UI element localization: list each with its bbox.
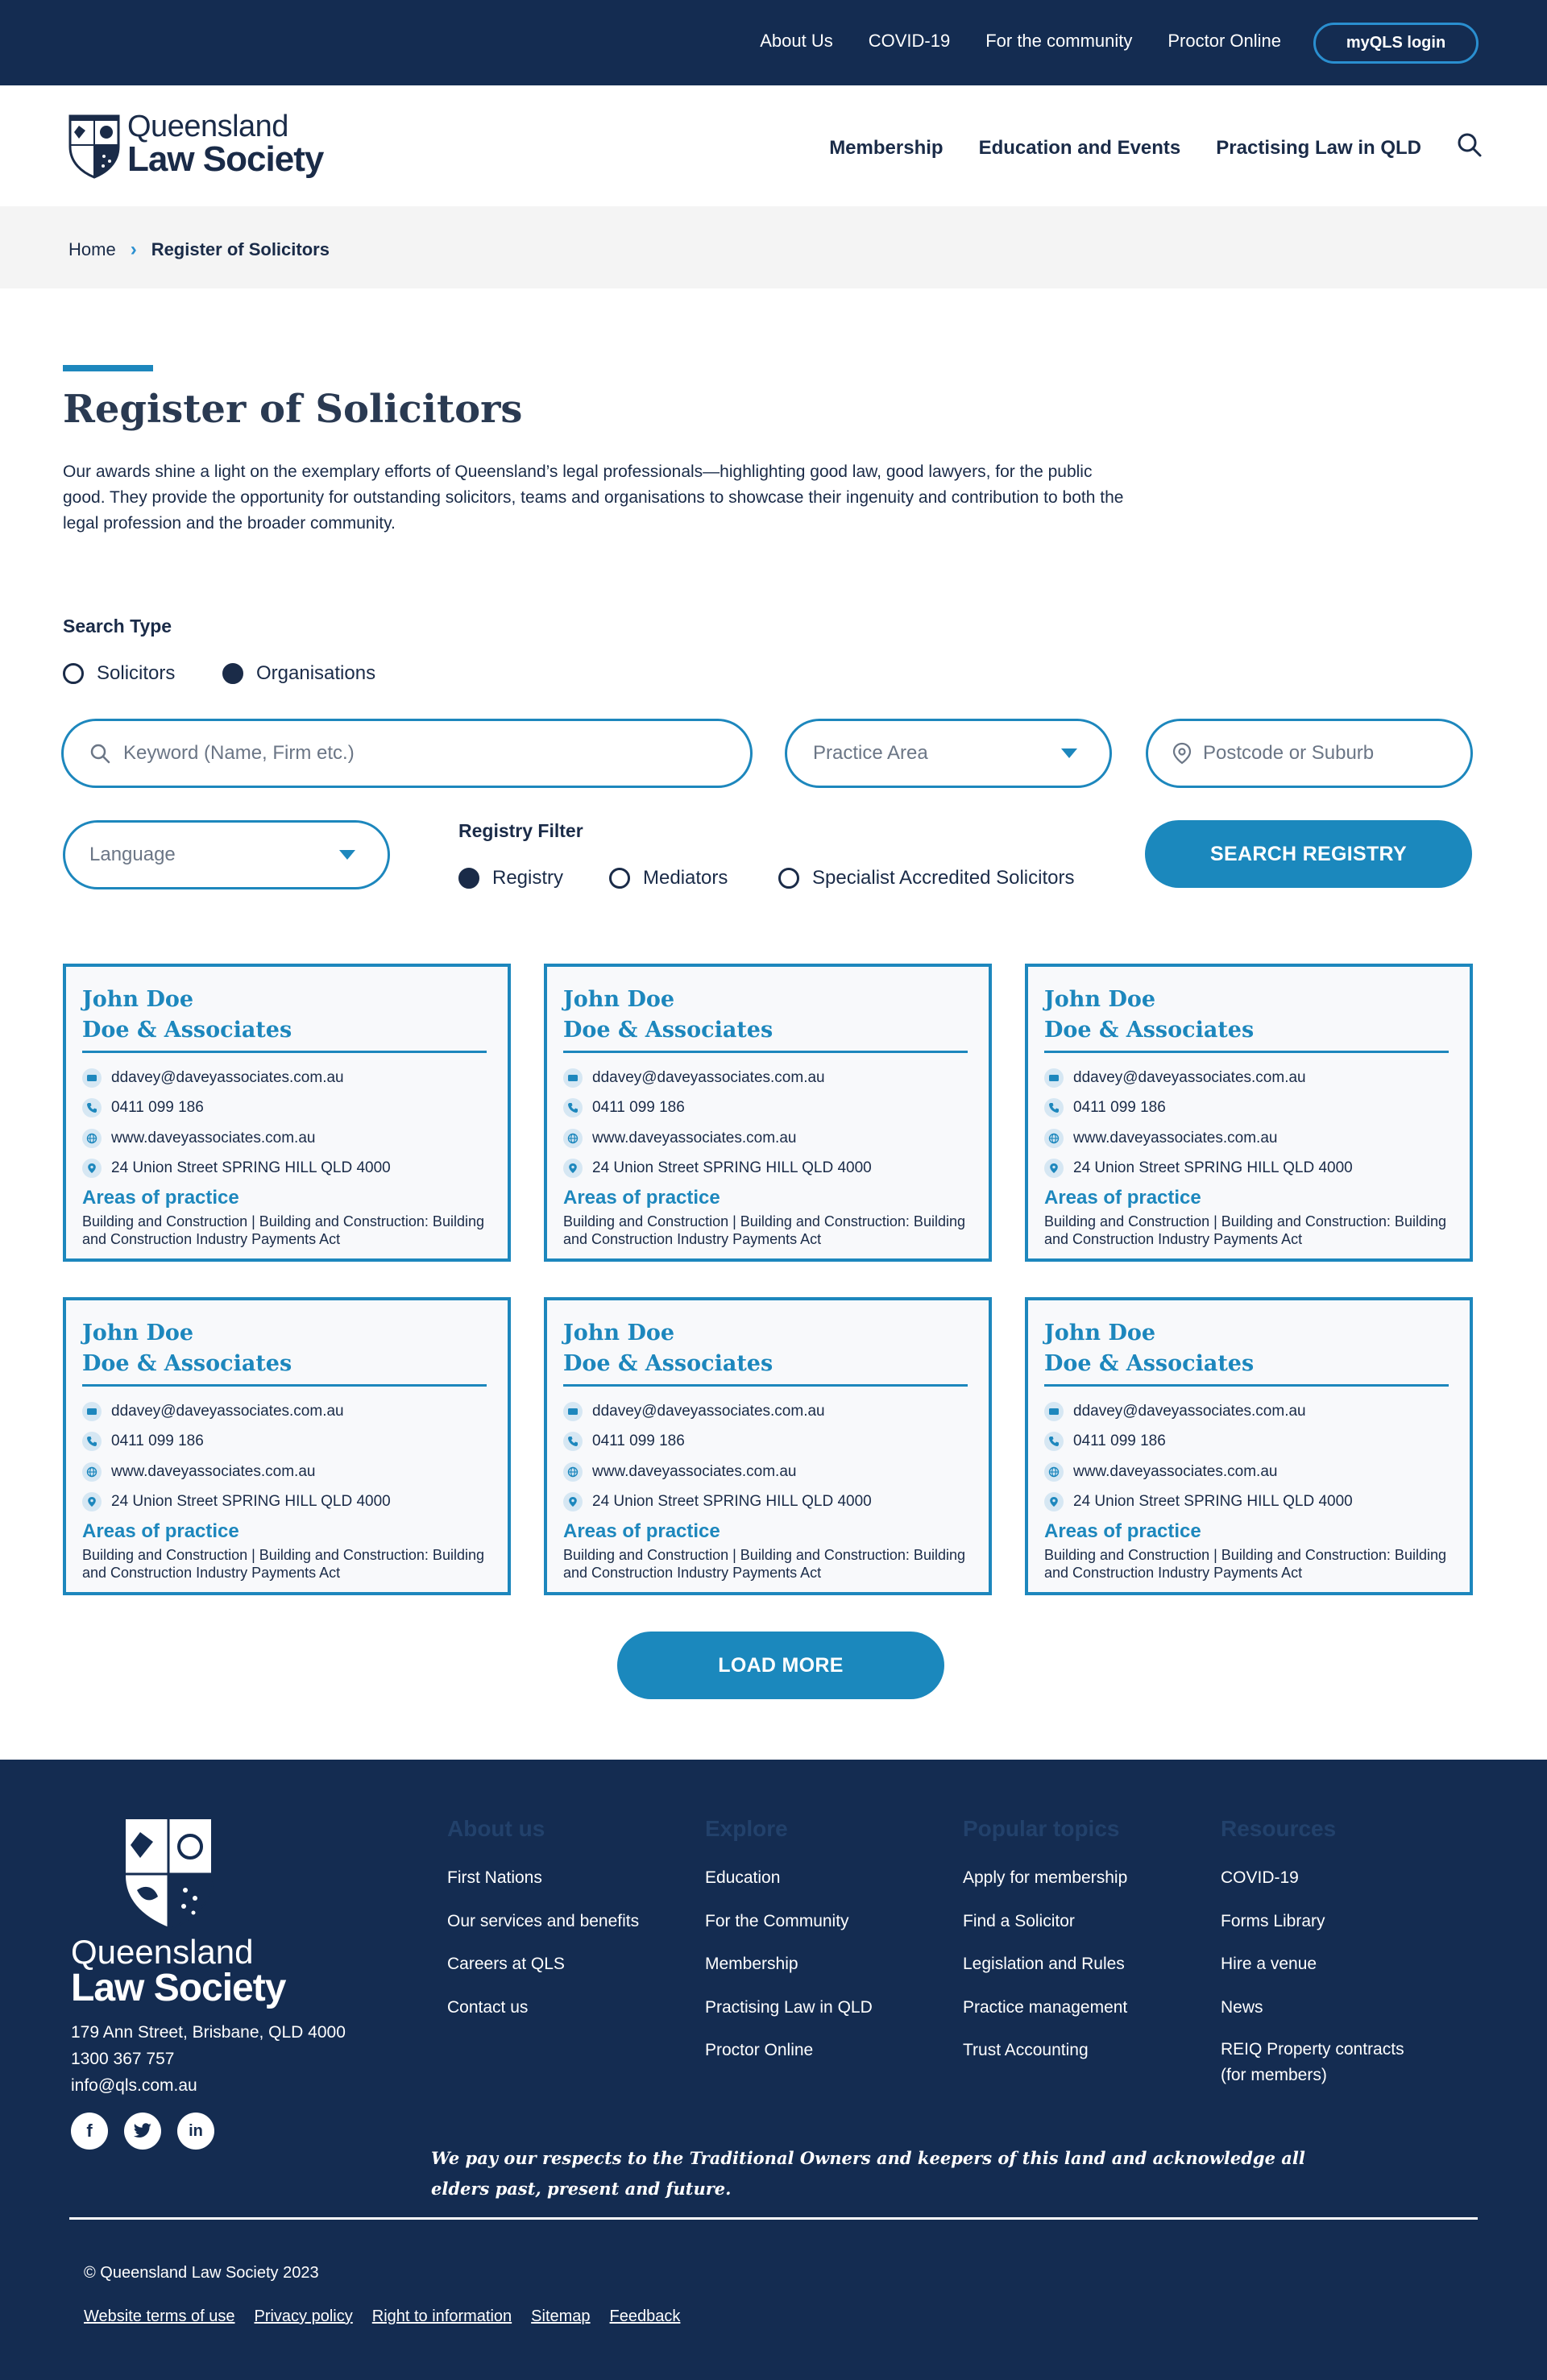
radio-label: Solicitors (97, 662, 176, 684)
globe-icon (1044, 1129, 1064, 1148)
result-website-row[interactable] (82, 1123, 508, 1154)
email-icon (563, 1068, 583, 1088)
areas-of-practice-heading: Areas of practice (82, 1187, 239, 1209)
result-card[interactable] (63, 964, 511, 1262)
location-pin-icon (1172, 742, 1192, 765)
result-name[interactable]: John Doe (563, 987, 675, 1012)
areas-of-practice: Building and Construction | Building and Construction: Building and Construction Industry Payments Act (563, 1547, 965, 1581)
result-phone-row[interactable] (563, 1093, 989, 1124)
footer-link[interactable]: Trust Accounting (963, 2041, 1089, 2059)
footer-link[interactable]: Education (705, 1868, 781, 1887)
footer-col-heading: Explore (705, 1816, 788, 1841)
footer-link[interactable]: COVID-19 (1221, 1868, 1299, 1887)
result-website[interactable]: www.daveyassociates.com.au (111, 1129, 316, 1146)
location-pin-icon (563, 1159, 583, 1178)
result-website-row[interactable] (1044, 1457, 1470, 1487)
result-phone-row[interactable] (82, 1093, 508, 1124)
footer-link[interactable]: Hire a venue (1221, 1955, 1317, 1973)
result-address: 24 Union Street SPRING HILL QLD 4000 (592, 1493, 872, 1511)
utility-links (760, 31, 1281, 52)
result-phone[interactable]: 0411 099 186 (592, 1099, 685, 1117)
result-phone-row[interactable] (1044, 1093, 1470, 1124)
result-address-row (563, 1154, 989, 1184)
postcode-placeholder: Postcode or Suburb (1203, 742, 1375, 764)
footer-link[interactable]: Legislation and Rules (963, 1955, 1125, 1973)
email-icon (1044, 1402, 1064, 1421)
result-firm[interactable]: Doe & Associates (82, 1018, 292, 1043)
result-email[interactable]: ddavey@daveyassociates.com.au (1073, 1402, 1306, 1420)
legal-link-terms[interactable]: Website terms of use (84, 2307, 235, 2325)
language-value: Language (89, 844, 176, 865)
result-email[interactable]: ddavey@daveyassociates.com.au (111, 1402, 344, 1420)
search-type-label: Search Type (63, 616, 172, 636)
footer-divider (69, 2217, 1478, 2220)
result-card[interactable] (544, 1297, 992, 1595)
result-firm[interactable]: Doe & Associates (82, 1351, 292, 1376)
areas-of-practice: Building and Construction | Building and Construction: Building and Construction Industry Payments Act (1044, 1547, 1446, 1581)
radio-indicator (63, 663, 84, 684)
result-name[interactable]: John Doe (82, 987, 194, 1012)
site-footer (0, 1760, 1547, 2380)
footer-link[interactable]: Membership (705, 1955, 798, 1973)
result-website[interactable]: www.daveyassociates.com.au (592, 1462, 797, 1480)
result-website[interactable]: www.daveyassociates.com.au (111, 1462, 316, 1480)
email-icon (82, 1068, 102, 1088)
areas-of-practice: Building and Construction | Building and Construction: Building and Construction Industry Payments Act (1044, 1213, 1446, 1247)
footer-link[interactable]: REIQ Property contracts (for members) (1221, 2040, 1404, 2084)
main-nav (829, 137, 1421, 160)
footer-col-about (447, 1816, 639, 2029)
radio-indicator-selected (458, 868, 479, 889)
footer-logo-line-2: Law Society (71, 1967, 286, 2009)
result-card[interactable] (1025, 964, 1473, 1262)
areas-of-practice-heading: Areas of practice (563, 1187, 720, 1209)
footer-col-explore (705, 1816, 873, 2072)
chevron-right-icon: › (130, 238, 137, 260)
footer-logo-wordmark (71, 1935, 285, 2008)
card-divider (1044, 1384, 1449, 1387)
footer-link[interactable]: Proctor Online (705, 2041, 814, 2059)
keyword-placeholder: Keyword (Name, Firm etc.) (123, 742, 355, 764)
footer-col-heading: Resources (1221, 1816, 1337, 1841)
phone-icon (1044, 1432, 1064, 1451)
areas-of-practice-heading: Areas of practice (563, 1520, 720, 1542)
footer-contact (71, 2019, 346, 2099)
page-title: Register of Solicitors (63, 387, 523, 432)
result-name[interactable]: John Doe (1044, 987, 1156, 1012)
registry-filter-label: Registry Filter (458, 820, 583, 841)
result-email[interactable]: ddavey@daveyassociates.com.au (111, 1068, 344, 1086)
result-address-row (1044, 1154, 1470, 1184)
result-address: 24 Union Street SPRING HILL QLD 4000 (111, 1493, 391, 1511)
logo-wordmark (127, 111, 323, 177)
footer-link[interactable]: For the Community (705, 1911, 849, 1930)
result-email-row[interactable] (563, 1063, 989, 1093)
result-website[interactable]: www.daveyassociates.com.au (1073, 1462, 1278, 1480)
card-divider (1044, 1051, 1449, 1053)
result-firm[interactable]: Doe & Associates (1044, 1351, 1255, 1376)
result-card[interactable] (544, 964, 992, 1262)
footer-email[interactable]: info@qls.com.au (71, 2076, 197, 2095)
email-icon (82, 1402, 102, 1421)
location-pin-icon (82, 1159, 102, 1178)
search-icon (89, 743, 110, 764)
result-name[interactable]: John Doe (563, 1321, 675, 1345)
footer-col-heading: Popular topics (963, 1816, 1120, 1841)
nav-education-events[interactable]: Education and Events (978, 137, 1181, 159)
result-website-row[interactable] (1044, 1123, 1470, 1154)
keyword-search-input[interactable] (61, 719, 753, 788)
phone-icon (82, 1098, 102, 1117)
nav-membership[interactable]: Membership (829, 137, 944, 159)
result-phone[interactable]: 0411 099 186 (111, 1099, 204, 1117)
footer-col-resources (1221, 1816, 1430, 2088)
result-firm[interactable]: Doe & Associates (1044, 1018, 1255, 1043)
globe-icon (1044, 1462, 1064, 1482)
logo-line-1: Queensland (127, 110, 288, 143)
radio-label: Specialist Accredited Solicitors (812, 867, 1075, 889)
breadcrumb-current: Register of Solicitors (151, 239, 330, 259)
areas-of-practice: Building and Construction | Building and Construction: Building and Construction Industry Payments Act (563, 1213, 965, 1247)
result-phone[interactable]: 0411 099 186 (592, 1433, 685, 1450)
result-address-row (82, 1487, 508, 1518)
legal-link-feedback[interactable]: Feedback (609, 2307, 681, 2325)
footer-col-heading: About us (447, 1816, 545, 1841)
result-email-row[interactable] (1044, 1396, 1470, 1427)
result-address-row (1044, 1487, 1470, 1518)
search-icon[interactable] (1455, 131, 1484, 160)
radio-indicator (609, 868, 630, 889)
result-phone-row[interactable] (563, 1427, 989, 1457)
result-address: 24 Union Street SPRING HILL QLD 4000 (111, 1159, 391, 1177)
practice-area-select[interactable] (785, 719, 1112, 788)
result-email-row[interactable] (82, 1063, 508, 1093)
result-phone[interactable]: 0411 099 186 (1073, 1099, 1166, 1117)
result-email-row[interactable] (82, 1396, 508, 1427)
card-divider (563, 1384, 968, 1387)
breadcrumb-bar (0, 206, 1547, 288)
result-phone-row[interactable] (1044, 1427, 1470, 1457)
radio-solicitors[interactable] (63, 662, 175, 685)
facebook-icon[interactable]: f (71, 2113, 108, 2150)
legal-link-privacy[interactable]: Privacy policy (254, 2307, 353, 2325)
areas-of-practice: Building and Construction | Building and Construction: Building and Construction Industry Payments Act (82, 1547, 484, 1581)
logo-line-2: Law Society (127, 139, 324, 179)
caret-down-icon (1061, 748, 1077, 758)
result-website-row[interactable] (82, 1457, 508, 1487)
utility-link-covid[interactable]: COVID-19 (868, 31, 951, 51)
legal-links (84, 2307, 680, 2326)
practice-area-value: Practice Area (813, 742, 928, 764)
site-logo[interactable] (68, 110, 323, 179)
footer-phone[interactable]: 1300 367 757 (71, 2050, 175, 2068)
postcode-input[interactable] (1146, 719, 1473, 788)
globe-icon (82, 1129, 102, 1148)
footer-link[interactable]: Practising Law in QLD (705, 1997, 873, 2017)
search-registry-button[interactable]: SEARCH REGISTRY (1145, 820, 1472, 888)
result-address-row (82, 1154, 508, 1184)
radio-label: Mediators (643, 867, 728, 889)
phone-icon (563, 1098, 583, 1117)
utility-link-community[interactable]: For the community (985, 31, 1133, 51)
result-phone[interactable]: 0411 099 186 (111, 1433, 204, 1450)
radio-registry[interactable] (458, 867, 563, 889)
globe-icon (563, 1462, 583, 1482)
footer-link[interactable]: Careers at QLS (447, 1955, 565, 1973)
copyright: © Queensland Law Society 2023 (84, 2264, 319, 2282)
result-website[interactable]: www.daveyassociates.com.au (1073, 1129, 1278, 1146)
title-accent-rule (63, 365, 153, 371)
result-website-row[interactable] (563, 1123, 989, 1154)
legal-link-sitemap[interactable]: Sitemap (531, 2307, 591, 2325)
radio-indicator (778, 868, 799, 889)
footer-link[interactable]: First Nations (447, 1868, 542, 1887)
result-name[interactable]: John Doe (1044, 1321, 1156, 1345)
result-email[interactable]: ddavey@daveyassociates.com.au (1073, 1068, 1306, 1086)
radio-indicator-selected (222, 663, 243, 684)
footer-link[interactable]: Apply for membership (963, 1868, 1128, 1887)
areas-of-practice-heading: Areas of practice (1044, 1187, 1201, 1209)
radio-mediators[interactable] (609, 867, 728, 889)
areas-of-practice: Building and Construction | Building and Construction: Building and Construction Industry Payments Act (82, 1213, 484, 1247)
footer-link[interactable]: Our services and benefits (447, 1911, 640, 1930)
areas-of-practice-heading: Areas of practice (82, 1520, 239, 1542)
radio-label: Organisations (256, 662, 376, 684)
result-email[interactable]: ddavey@daveyassociates.com.au (592, 1068, 825, 1086)
radio-organisations[interactable] (222, 662, 375, 685)
phone-icon (563, 1432, 583, 1451)
card-divider (82, 1051, 487, 1053)
location-pin-icon (1044, 1492, 1064, 1511)
myqls-login-button[interactable]: myQLS login (1313, 23, 1479, 64)
globe-icon (82, 1462, 102, 1482)
email-icon (1044, 1068, 1064, 1088)
page-intro: Our awards shine a light on the exemplary efforts of Queensland’s legal professionals—highlighting good law, good lawyers, for the public good. They provide the opportunity for outstanding solicitors, teams and organisations to showcase their ingenuity and contribution to both the legal profession and the broader community. (63, 462, 1124, 533)
footer-link[interactable]: Forms Library (1221, 1911, 1325, 1930)
crest-icon (68, 110, 121, 179)
email-icon (563, 1402, 583, 1421)
result-website[interactable]: www.daveyassociates.com.au (592, 1129, 797, 1146)
social-links (71, 2113, 214, 2150)
phone-icon (1044, 1098, 1064, 1117)
crest-icon (121, 1813, 216, 1932)
result-phone-row[interactable] (82, 1427, 508, 1457)
language-select[interactable] (63, 820, 390, 889)
legal-link-rti[interactable]: Right to information (371, 2307, 512, 2325)
globe-icon (563, 1129, 583, 1148)
result-address: 24 Union Street SPRING HILL QLD 4000 (1073, 1159, 1353, 1177)
footer-link[interactable]: News (1221, 1997, 1263, 2017)
breadcrumb-home[interactable]: Home (68, 239, 116, 259)
utility-bar (0, 0, 1547, 85)
radio-specialist-accredited[interactable] (778, 867, 1074, 889)
result-address-row (563, 1487, 989, 1518)
result-firm[interactable]: Doe & Associates (563, 1351, 774, 1376)
result-firm[interactable]: Doe & Associates (563, 1018, 774, 1043)
twitter-icon[interactable] (124, 2113, 161, 2150)
footer-logo-line-1: Queensland (71, 1933, 254, 1971)
location-pin-icon (82, 1492, 102, 1511)
site-header (0, 85, 1547, 206)
footer-link[interactable]: Find a Solicitor (963, 1911, 1075, 1930)
acknowledgement-of-country: We pay our respects to the Traditional Owners and keepers of this land and acknowledge all elders past, present and future. (431, 2148, 1305, 2199)
nav-practising-law[interactable]: Practising Law in QLD (1216, 137, 1421, 159)
result-name[interactable]: John Doe (82, 1321, 194, 1345)
result-phone[interactable]: 0411 099 186 (1073, 1433, 1166, 1450)
areas-of-practice-heading: Areas of practice (1044, 1520, 1201, 1542)
result-email-row[interactable] (1044, 1063, 1470, 1093)
location-pin-icon (1044, 1159, 1064, 1178)
result-address: 24 Union Street SPRING HILL QLD 4000 (592, 1159, 872, 1177)
location-pin-icon (563, 1492, 583, 1511)
load-more-button[interactable]: LOAD MORE (617, 1632, 944, 1699)
footer-col-popular (963, 1816, 1127, 2072)
result-address: 24 Union Street SPRING HILL QLD 4000 (1073, 1493, 1353, 1511)
footer-address: 179 Ann Street, Brisbane, QLD 4000 (71, 2023, 346, 2042)
result-card[interactable] (1025, 1297, 1473, 1595)
footer-link[interactable]: Contact us (447, 1997, 529, 2017)
radio-label: Registry (492, 867, 564, 889)
linkedin-icon[interactable]: in (177, 2113, 214, 2150)
result-email-row[interactable] (563, 1396, 989, 1427)
result-website-row[interactable] (563, 1457, 989, 1487)
result-email[interactable]: ddavey@daveyassociates.com.au (592, 1402, 825, 1420)
phone-icon (82, 1432, 102, 1451)
result-card[interactable] (63, 1297, 511, 1595)
card-divider (563, 1051, 968, 1053)
utility-link-about-us[interactable]: About Us (760, 31, 833, 51)
utility-link-proctor[interactable]: Proctor Online (1168, 31, 1281, 51)
breadcrumb (68, 238, 330, 261)
caret-down-icon (339, 850, 355, 860)
footer-link[interactable]: Practice management (963, 1997, 1128, 2017)
card-divider (82, 1384, 487, 1387)
